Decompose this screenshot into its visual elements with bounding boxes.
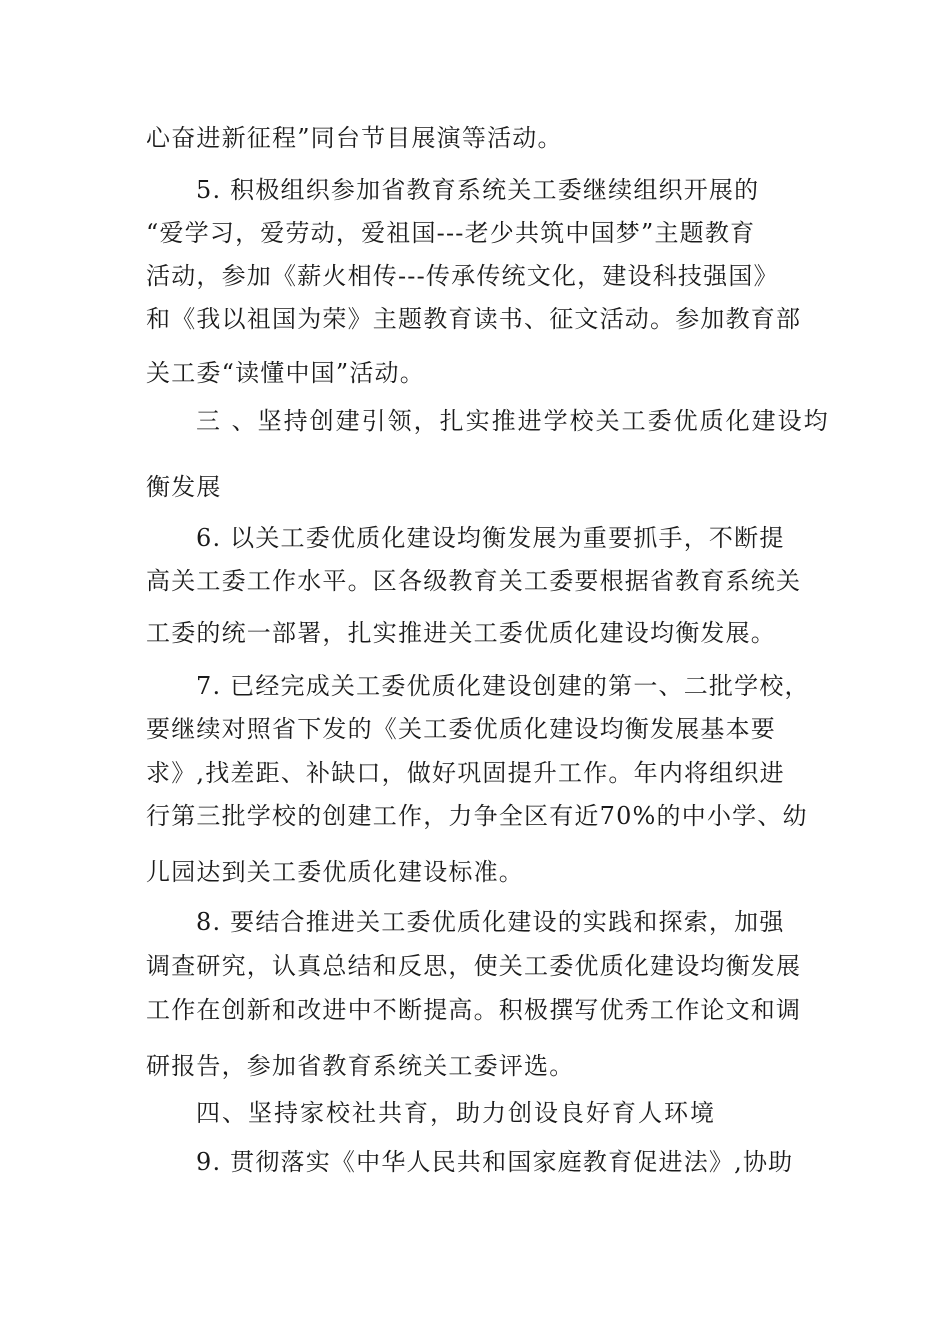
text-line: 调查研究，认真总结和反思，使关工委优质化建设均衡发展: [146, 952, 802, 980]
section-heading: 四、坚持家校社共育，助力创设良好育人环境: [196, 1099, 716, 1127]
text-line: 行第三批学校的创建工作，力争全区有近70%的中小学、幼: [146, 802, 808, 830]
text-line: 求》,找差距、补缺口，做好巩固提升工作。年内将组织进: [146, 759, 785, 787]
text-line: 关工委“读懂中国”活动。: [146, 359, 425, 387]
text-line: 8. 要结合推进关工委优质化建设的实践和探索，加强: [196, 908, 785, 936]
text-line: 活动，参加《薪火相传---传承传统文化，建设科技强国》: [146, 262, 779, 290]
text-line: 研报告，参加省教育系统关工委评选。: [146, 1052, 575, 1080]
text-line: 工作在创新和改进中不断提高。积极撰写优秀工作论文和调: [146, 996, 802, 1024]
text-line: 5. 积极组织参加省教育系统关工委继续组织开展的: [196, 176, 760, 204]
text-line: 要继续对照省下发的《关工委优质化建设均衡发展基本要: [146, 715, 776, 743]
text-line: 儿园达到关工委优质化建设标准。: [146, 858, 524, 886]
text-line: 心奋进新征程”同台节目展演等活动。: [146, 124, 563, 152]
text-line: 7. 已经完成关工委优质化建设创建的第一、二批学校，: [196, 672, 810, 700]
text-line: 9. 贯彻落实《中华人民共和国家庭教育促进法》,协助: [196, 1148, 794, 1176]
section-heading-continuation: 衡发展: [146, 473, 222, 501]
section-heading: 三 、坚持创建引领，扎实推进学校关工委优质化建设均: [196, 407, 830, 435]
text-line: “爱学习，爱劳动，爱祖国---老少共筑中国梦”主题教育: [146, 219, 756, 247]
text-line: 高关工委工作水平。区各级教育关工委要根据省教育系统关: [146, 567, 802, 595]
text-line: 工委的统一部署，扎实推进关工委优质化建设均衡发展。: [146, 619, 776, 647]
text-line: 和《我以祖国为荣》主题教育读书、征文活动。参加教育部: [146, 305, 802, 333]
text-line: 6. 以关工委优质化建设均衡发展为重要抓手，不断提: [196, 524, 785, 552]
